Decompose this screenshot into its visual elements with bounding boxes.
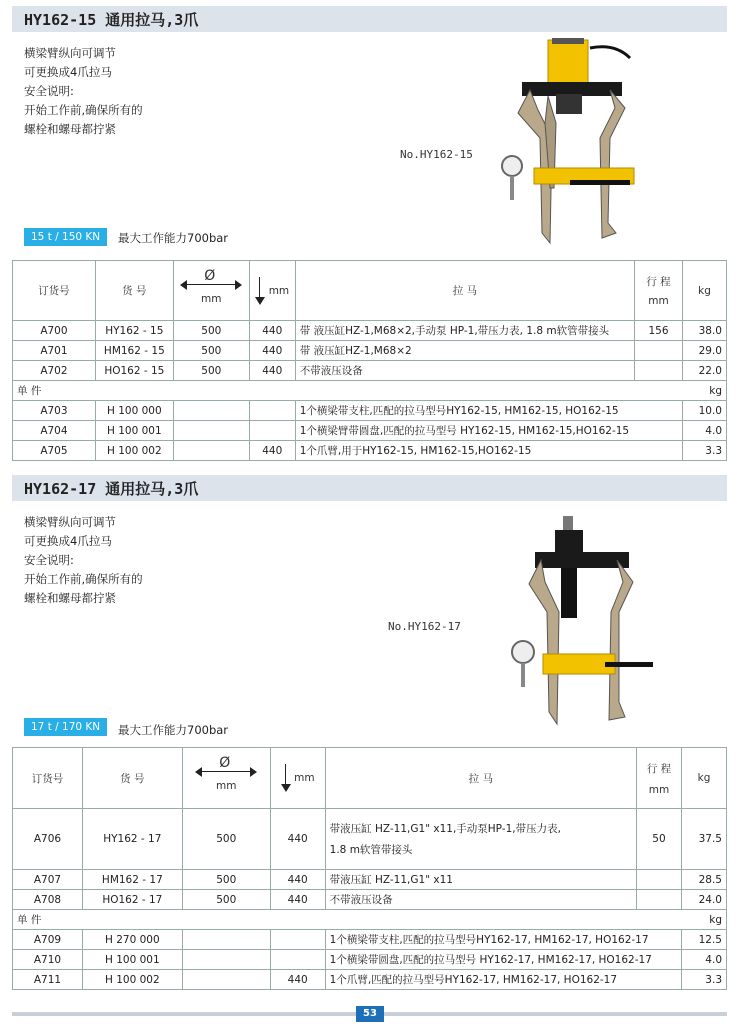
col-kg: kg — [683, 261, 727, 321]
desc-line: 可更换成4爪拉马 — [24, 65, 112, 79]
item-no: H 100 001 — [82, 950, 182, 970]
order-no: A700 — [13, 321, 96, 341]
width-arrow-icon — [180, 267, 242, 293]
stroke-label: 行 程 — [646, 762, 672, 775]
desc-line: 开始工作前,确保所有的 — [24, 103, 143, 117]
depth-arrow-icon — [255, 277, 265, 305]
unit: mm — [294, 772, 315, 784]
col-length — [270, 748, 325, 809]
width-arrow-icon — [195, 755, 257, 780]
item-no: H 100 001 — [95, 421, 173, 441]
length: 440 — [270, 970, 325, 990]
col-item-no: 货 号 — [95, 261, 173, 321]
order-no: A705 — [13, 441, 96, 461]
item-no: HO162 - 17 — [82, 890, 182, 910]
description: 1个爪臂,匹配的拉马型号HY162-17, HM162-17, HO162-17 — [325, 970, 681, 990]
length: 440 — [270, 809, 325, 870]
weight: 4.0 — [681, 950, 726, 970]
weight: 29.0 — [683, 341, 727, 361]
stroke: 156 — [635, 321, 683, 341]
item-no: HY162 - 15 — [95, 321, 173, 341]
stroke-label: 行 程 — [646, 276, 671, 288]
description-line: 带液压缸 HZ-11,G1" x11,手动泵HP-1,带压力表, — [329, 823, 561, 835]
stroke — [637, 870, 682, 890]
length — [270, 930, 325, 950]
item-no: HM162 - 17 — [82, 870, 182, 890]
item-no: HM162 - 15 — [95, 341, 173, 361]
order-no: A711 — [13, 970, 83, 990]
col-diameter — [182, 748, 270, 809]
desc-line: 可更换成4爪拉马 — [24, 534, 112, 548]
parts-header-row — [13, 381, 727, 401]
description: 1个横梁带支柱,匹配的拉马型号HY162-17, HM162-17, HO162-17 — [325, 930, 681, 950]
description: 1个横梁带圆盘,匹配的拉马型号 HY162-17, HM162-17, HO162-17 — [325, 950, 681, 970]
desc-line: 横梁臂纵向可调节 — [24, 46, 116, 60]
description: 带 液压缸HZ-1,M68×2 — [295, 341, 634, 361]
unit: mm — [648, 295, 669, 307]
weight: 38.0 — [683, 321, 727, 341]
length: 440 — [270, 890, 325, 910]
diameter-icon: Ø — [219, 755, 231, 771]
col-stroke — [637, 748, 682, 809]
table-row — [13, 930, 727, 950]
parts-header-row — [13, 910, 727, 930]
description: 1个爪臂,用于HY162-15, HM162-15,HO162-15 — [295, 441, 682, 461]
stroke — [635, 341, 683, 361]
diameter: 500 — [173, 361, 249, 381]
stroke — [637, 890, 682, 910]
col-order-no: 订货号 — [13, 748, 83, 809]
col-puller: 拉 马 — [325, 748, 636, 809]
table-row — [13, 970, 727, 990]
diameter — [173, 441, 249, 461]
spec-table — [12, 260, 727, 461]
length: 440 — [249, 441, 295, 461]
diameter — [173, 421, 249, 441]
order-no: A710 — [13, 950, 83, 970]
table-row — [13, 870, 727, 890]
capacity-text: 最大工作能力700bar — [118, 231, 229, 245]
weight: 37.5 — [681, 809, 726, 870]
diameter: 500 — [182, 809, 270, 870]
description: 带液压缸 HZ-11,G1" x11 — [325, 870, 636, 890]
table-row — [13, 809, 727, 870]
description: 1个横梁臂带圆盘,匹配的拉马型号 HY162-15, HM162-15,HO162-15 — [295, 421, 682, 441]
order-no: A703 — [13, 401, 96, 421]
table-row — [13, 441, 727, 461]
diameter: 500 — [182, 890, 270, 910]
section-title: HY162-17 通用拉马,3爪 — [24, 480, 199, 498]
unit: mm — [268, 284, 290, 297]
description: 1个横梁带支柱,匹配的拉马型号HY162-15, HM162-15, HO162-15 — [295, 401, 682, 421]
stroke — [635, 361, 683, 381]
parts-label: 单 件 — [13, 910, 682, 930]
weight: 10.0 — [683, 401, 727, 421]
table-row — [13, 401, 727, 421]
description: 不带液压设备 — [295, 361, 634, 381]
depth-arrow-icon — [281, 764, 291, 792]
col-diameter — [173, 261, 249, 321]
order-no: A701 — [13, 341, 96, 361]
spec-table — [12, 747, 727, 990]
diameter — [182, 930, 270, 950]
col-stroke — [635, 261, 683, 321]
weight: 22.0 — [683, 361, 727, 381]
diameter — [182, 970, 270, 990]
diameter: 500 — [182, 870, 270, 890]
section-title-bar — [12, 475, 727, 501]
product-description — [24, 44, 143, 139]
product-description — [24, 513, 143, 608]
puller-hy162-15-image — [490, 38, 640, 248]
description — [325, 809, 636, 870]
weight: 4.0 — [683, 421, 727, 441]
desc-line: 螺栓和螺母都拧紧 — [24, 122, 116, 136]
table-row — [13, 321, 727, 341]
length: 440 — [249, 361, 295, 381]
model-number: No.HY162-17 — [388, 620, 461, 633]
weight: 28.5 — [681, 870, 726, 890]
parts-kg: kg — [683, 381, 727, 401]
weight: 12.5 — [681, 930, 726, 950]
desc-line: 螺栓和螺母都拧紧 — [24, 591, 116, 605]
diameter — [182, 950, 270, 970]
col-order-no: 订货号 — [13, 261, 96, 321]
order-no: A708 — [13, 890, 83, 910]
desc-line: 开始工作前,确保所有的 — [24, 572, 143, 586]
capacity-text: 最大工作能力700bar — [118, 723, 229, 737]
order-no: A702 — [13, 361, 96, 381]
length — [249, 421, 295, 441]
item-no: H 100 002 — [95, 441, 173, 461]
desc-line: 安全说明: — [24, 84, 74, 98]
order-no: A709 — [13, 930, 83, 950]
capacity-badge: 17 t / 170 KN — [24, 718, 107, 736]
diameter: 500 — [173, 341, 249, 361]
table-row — [13, 421, 727, 441]
model-number: No.HY162-15 — [400, 148, 473, 161]
parts-label: 单 件 — [13, 381, 683, 401]
diameter: 500 — [173, 321, 249, 341]
length: 440 — [249, 341, 295, 361]
order-no: A707 — [13, 870, 83, 890]
unit: mm — [216, 780, 237, 792]
item-no: HY162 - 17 — [82, 809, 182, 870]
table-header-row — [13, 261, 727, 321]
length: 440 — [249, 321, 295, 341]
desc-line: 安全说明: — [24, 553, 74, 567]
capacity-badge: 15 t / 150 KN — [24, 228, 107, 246]
order-no: A706 — [13, 809, 83, 870]
stroke: 50 — [637, 809, 682, 870]
weight: 3.3 — [681, 970, 726, 990]
item-no: H 270 000 — [82, 930, 182, 950]
table-row — [13, 341, 727, 361]
unit: mm — [648, 783, 670, 796]
diameter-icon: Ø — [204, 267, 216, 284]
col-kg: kg — [681, 748, 726, 809]
length — [270, 950, 325, 970]
diameter — [173, 401, 249, 421]
section-title: HY162-15 通用拉马,3爪 — [24, 11, 199, 29]
length — [249, 401, 295, 421]
section-title-bar — [12, 6, 727, 32]
table-row — [13, 890, 727, 910]
parts-kg: kg — [681, 910, 726, 930]
item-no: H 100 002 — [82, 970, 182, 990]
col-item-no: 货 号 — [82, 748, 182, 809]
weight: 3.3 — [683, 441, 727, 461]
item-no: HO162 - 15 — [95, 361, 173, 381]
page-number: 53 — [356, 1006, 384, 1022]
description-line: 1.8 m软管带接头 — [329, 844, 413, 856]
table-row — [13, 950, 727, 970]
table-header-row — [13, 748, 727, 809]
table-row — [13, 361, 727, 381]
desc-line: 横梁臂纵向可调节 — [24, 515, 116, 529]
col-length — [249, 261, 295, 321]
description: 带 液压缸HZ-1,M68×2,手动泵 HP-1,带压力表, 1.8 m软管带接头 — [295, 321, 634, 341]
length: 440 — [270, 870, 325, 890]
item-no: H 100 000 — [95, 401, 173, 421]
unit: mm — [201, 292, 222, 305]
puller-hy162-17-image — [505, 512, 655, 732]
order-no: A704 — [13, 421, 96, 441]
weight: 24.0 — [681, 890, 726, 910]
col-puller: 拉 马 — [295, 261, 634, 321]
description: 不带液压设备 — [325, 890, 636, 910]
